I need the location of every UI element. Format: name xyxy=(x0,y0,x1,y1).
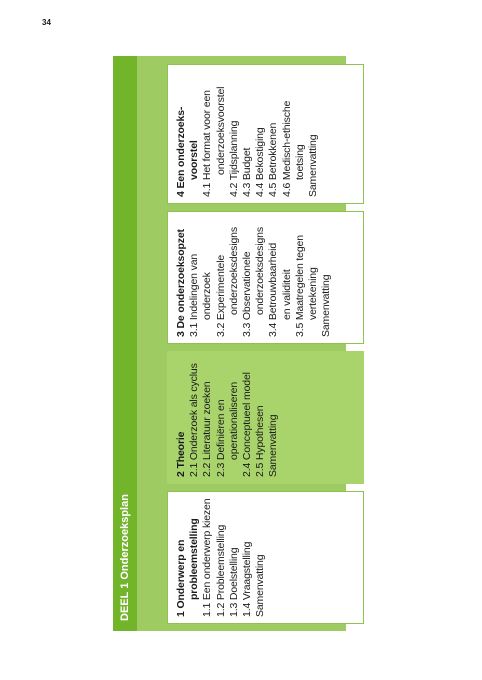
section-entry: en validiteit xyxy=(280,269,293,320)
chapter-cell-2 xyxy=(167,351,364,484)
section-entry: Samenvatting xyxy=(320,274,333,337)
section-entry: 4.6 Medisch-ethische xyxy=(280,100,293,197)
section-entry: 4.3 Budget xyxy=(241,147,254,197)
section-entry: 4.1 Het format voor een xyxy=(201,90,214,197)
section-entry: 2.5 Hypothesen xyxy=(254,405,267,477)
section-header: DEEL 1 Onderzoeksplan xyxy=(119,494,131,621)
chapter-title: voorstel xyxy=(188,140,201,180)
rotated-table xyxy=(113,56,346,631)
section-entry: onderzoeksdesigns xyxy=(254,227,267,315)
section-entry: 4.2 Tijdsplanning xyxy=(227,120,240,197)
page-number: 34 xyxy=(42,18,51,27)
section-entry: Samenvatting xyxy=(254,554,267,617)
chapter-cell-1 xyxy=(167,491,364,624)
overview-table xyxy=(113,56,346,631)
section-entry: 2.2 Literatuur zoeken xyxy=(201,381,214,477)
section-entry: 2.1 Onderzoek als cyclus xyxy=(188,363,201,477)
chapter-title: 3 De onderzoeksopzet xyxy=(175,229,187,337)
section-entry: 1.1 Een onderwerp kiezen xyxy=(201,498,214,617)
section-entry: Samenvatting xyxy=(267,414,280,477)
section-entry: 4.5 Betrokkenen xyxy=(267,122,280,197)
section-entry: 1.4 Vraagstelling xyxy=(241,541,254,617)
section-entry: toetsing xyxy=(293,144,306,180)
section-entry: 2.3 Definiëren en xyxy=(214,399,227,477)
chapter-title: 1 Onderwerp en xyxy=(175,539,187,617)
section-entry: 1.2 Probleemstelling xyxy=(214,524,227,617)
section-entry: 2.4 Conceptueel model xyxy=(241,372,254,477)
section-entry: 3.1 Indelingen van xyxy=(188,253,201,337)
section-entry: 3.2 Experimentele xyxy=(214,254,227,337)
section-entry: 3.3 Observationele xyxy=(241,251,254,337)
chapter-cell-4 xyxy=(167,64,364,204)
section-header-bar xyxy=(113,56,137,631)
section-entry: onderzoeksdesigns xyxy=(227,227,240,315)
section-entry: 4.4 Bekostiging xyxy=(254,127,267,197)
section-entry: operationaliseren xyxy=(227,381,240,460)
section-entry: Samenvatting xyxy=(307,134,320,197)
chapter-title: 4 Een onderzoeks- xyxy=(175,106,187,197)
section-entry: 3.5 Maatregelen tegen xyxy=(293,235,306,337)
table-body xyxy=(137,56,346,631)
chapter-cell-3 xyxy=(167,211,364,344)
section-entry: 1.3 Doelstelling xyxy=(227,547,240,617)
chapter-title: 2 Theorie xyxy=(175,431,187,477)
chapter-title: probleemstelling xyxy=(188,518,201,600)
section-entry: vertekening xyxy=(307,267,320,320)
section-entry: onderzoeksvoorstel xyxy=(214,86,227,175)
section-entry: 3.4 Betrouwbaarheid xyxy=(267,242,280,337)
section-entry: onderzoek xyxy=(201,272,214,320)
